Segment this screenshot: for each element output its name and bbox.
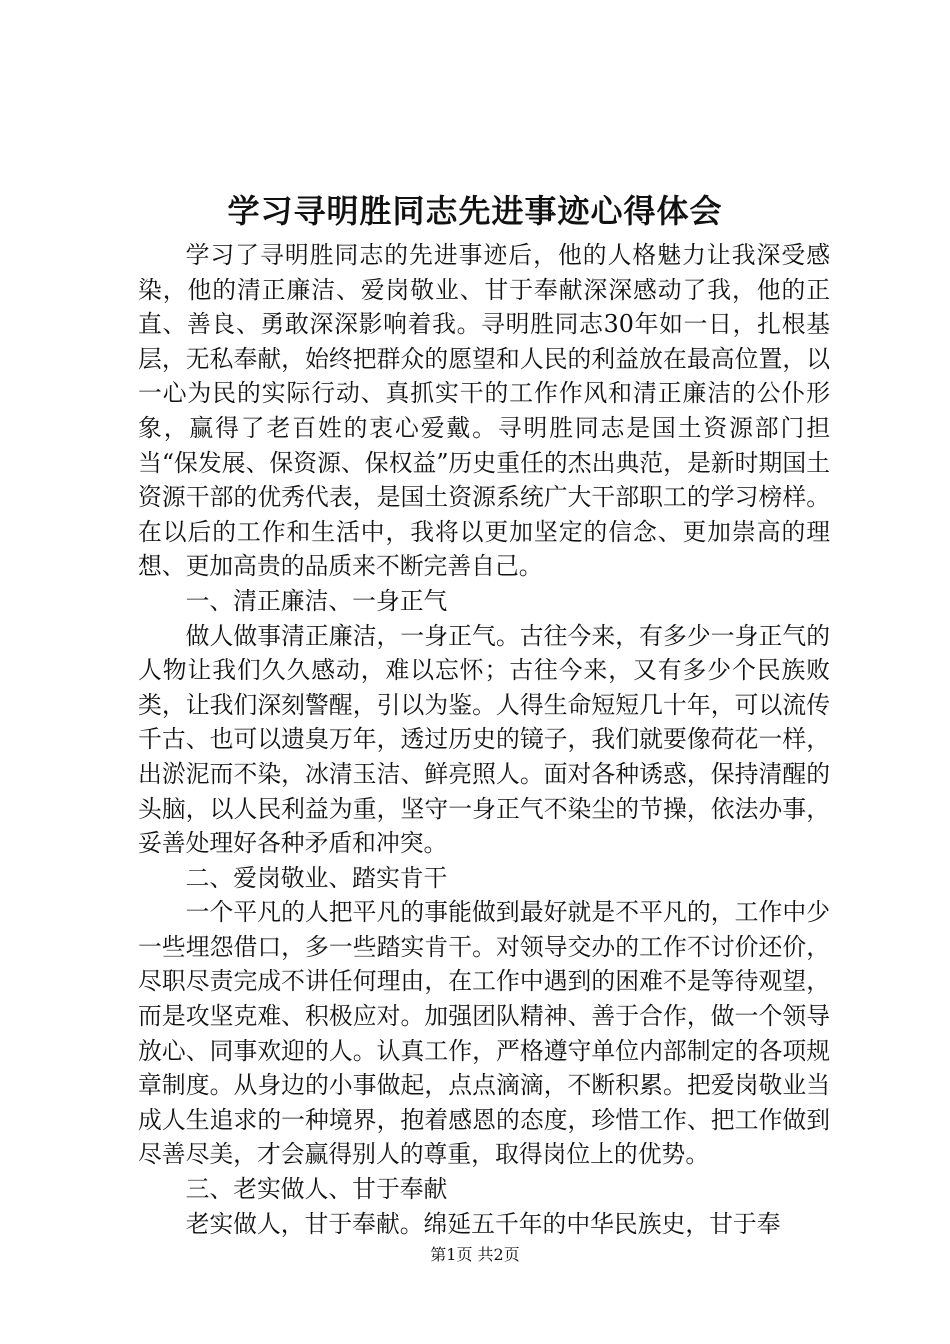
page-number-footer: 第1页 共2页 bbox=[430, 1245, 520, 1264]
paragraph-section-3: 老实做人，甘于奉献。绵延五千年的中华民族史，甘于奉 bbox=[185, 1209, 781, 1238]
section-heading-3: 三、老实做人、甘于奉献 bbox=[185, 1175, 448, 1204]
section-heading-1: 一、清正廉洁、一身正气 bbox=[185, 586, 448, 615]
document-title: 学习寻明胜同志先进事迹心得体会 bbox=[227, 192, 723, 230]
paragraph-intro: 学习了寻明胜同志的先进事迹后，他的人格魅力让我深受感染，他的清正廉洁、爱岗敬业、甘于奉献深深感动了我，他的正直、善良、勇敢深深影响着我。寻明胜同志30年如一日，扎根基层，无私奉献，始终把群众的愿望和人民的利益放在最高位置，以一心为民的实际行动、真抓实干的工作作风和清正廉洁的公仆形象，赢得了老百姓的衷心爱戴。寻明胜同志是国土资源部门担当“保发展、保资源、保权益”历史重任的杰出典范，是新时期国土资源干部的优秀代表，是国土资源系统广大干部职工的学习榜样。在以后的工作和生活中，我将以更加坚定的信念、更加崇高的理想、更加高贵的品质来不断完善自己。 bbox=[138, 241, 830, 581]
paragraph-section-1: 做人做事清正廉洁，一身正气。古往今来，有多少一身正气的人物让我们久久感动，难以忘怀；古往今来，又有多少个民族败类，让我们深刻警醒，引以为鉴。人得生命短短几十年，可以流传千古、也可以遗臭万年，透过历史的镜子，我们就要像荷花一样，出淤泥而不染，冰清玉洁、鲜亮照人。面对各种诱惑，保持清醒的头脑，以人民利益为重，坚守一身正气不染尘的节操，依法办事，妥善处理好各种矛盾和冲突。 bbox=[138, 621, 830, 858]
document-body bbox=[138, 238, 830, 1241]
section-heading-2: 二、爱岗敬业、踏实肯干 bbox=[185, 863, 448, 892]
paragraph-section-2: 一个平凡的人把平凡的事能做到最好就是不平凡的，工作中少一些埋怨借口，多一些踏实肯干。对领导交办的工作不讨价还价，尽职尽责完成不讲任何理由，在工作中遇到的困难不是等待观望，而是攻坚克难、积极应对。加强团队精神、善于合作，做一个领导放心、同事欢迎的人。认真工作，严格遵守单位内部制定的各项规章制度。从身边的小事做起，点点滴滴，不断积累。把爱岗敬业当成人生追求的一种境界，抱着感恩的态度，珍惜工作、把工作做到尽善尽美，才会赢得别人的尊重，取得岗位上的优势。 bbox=[138, 898, 830, 1169]
